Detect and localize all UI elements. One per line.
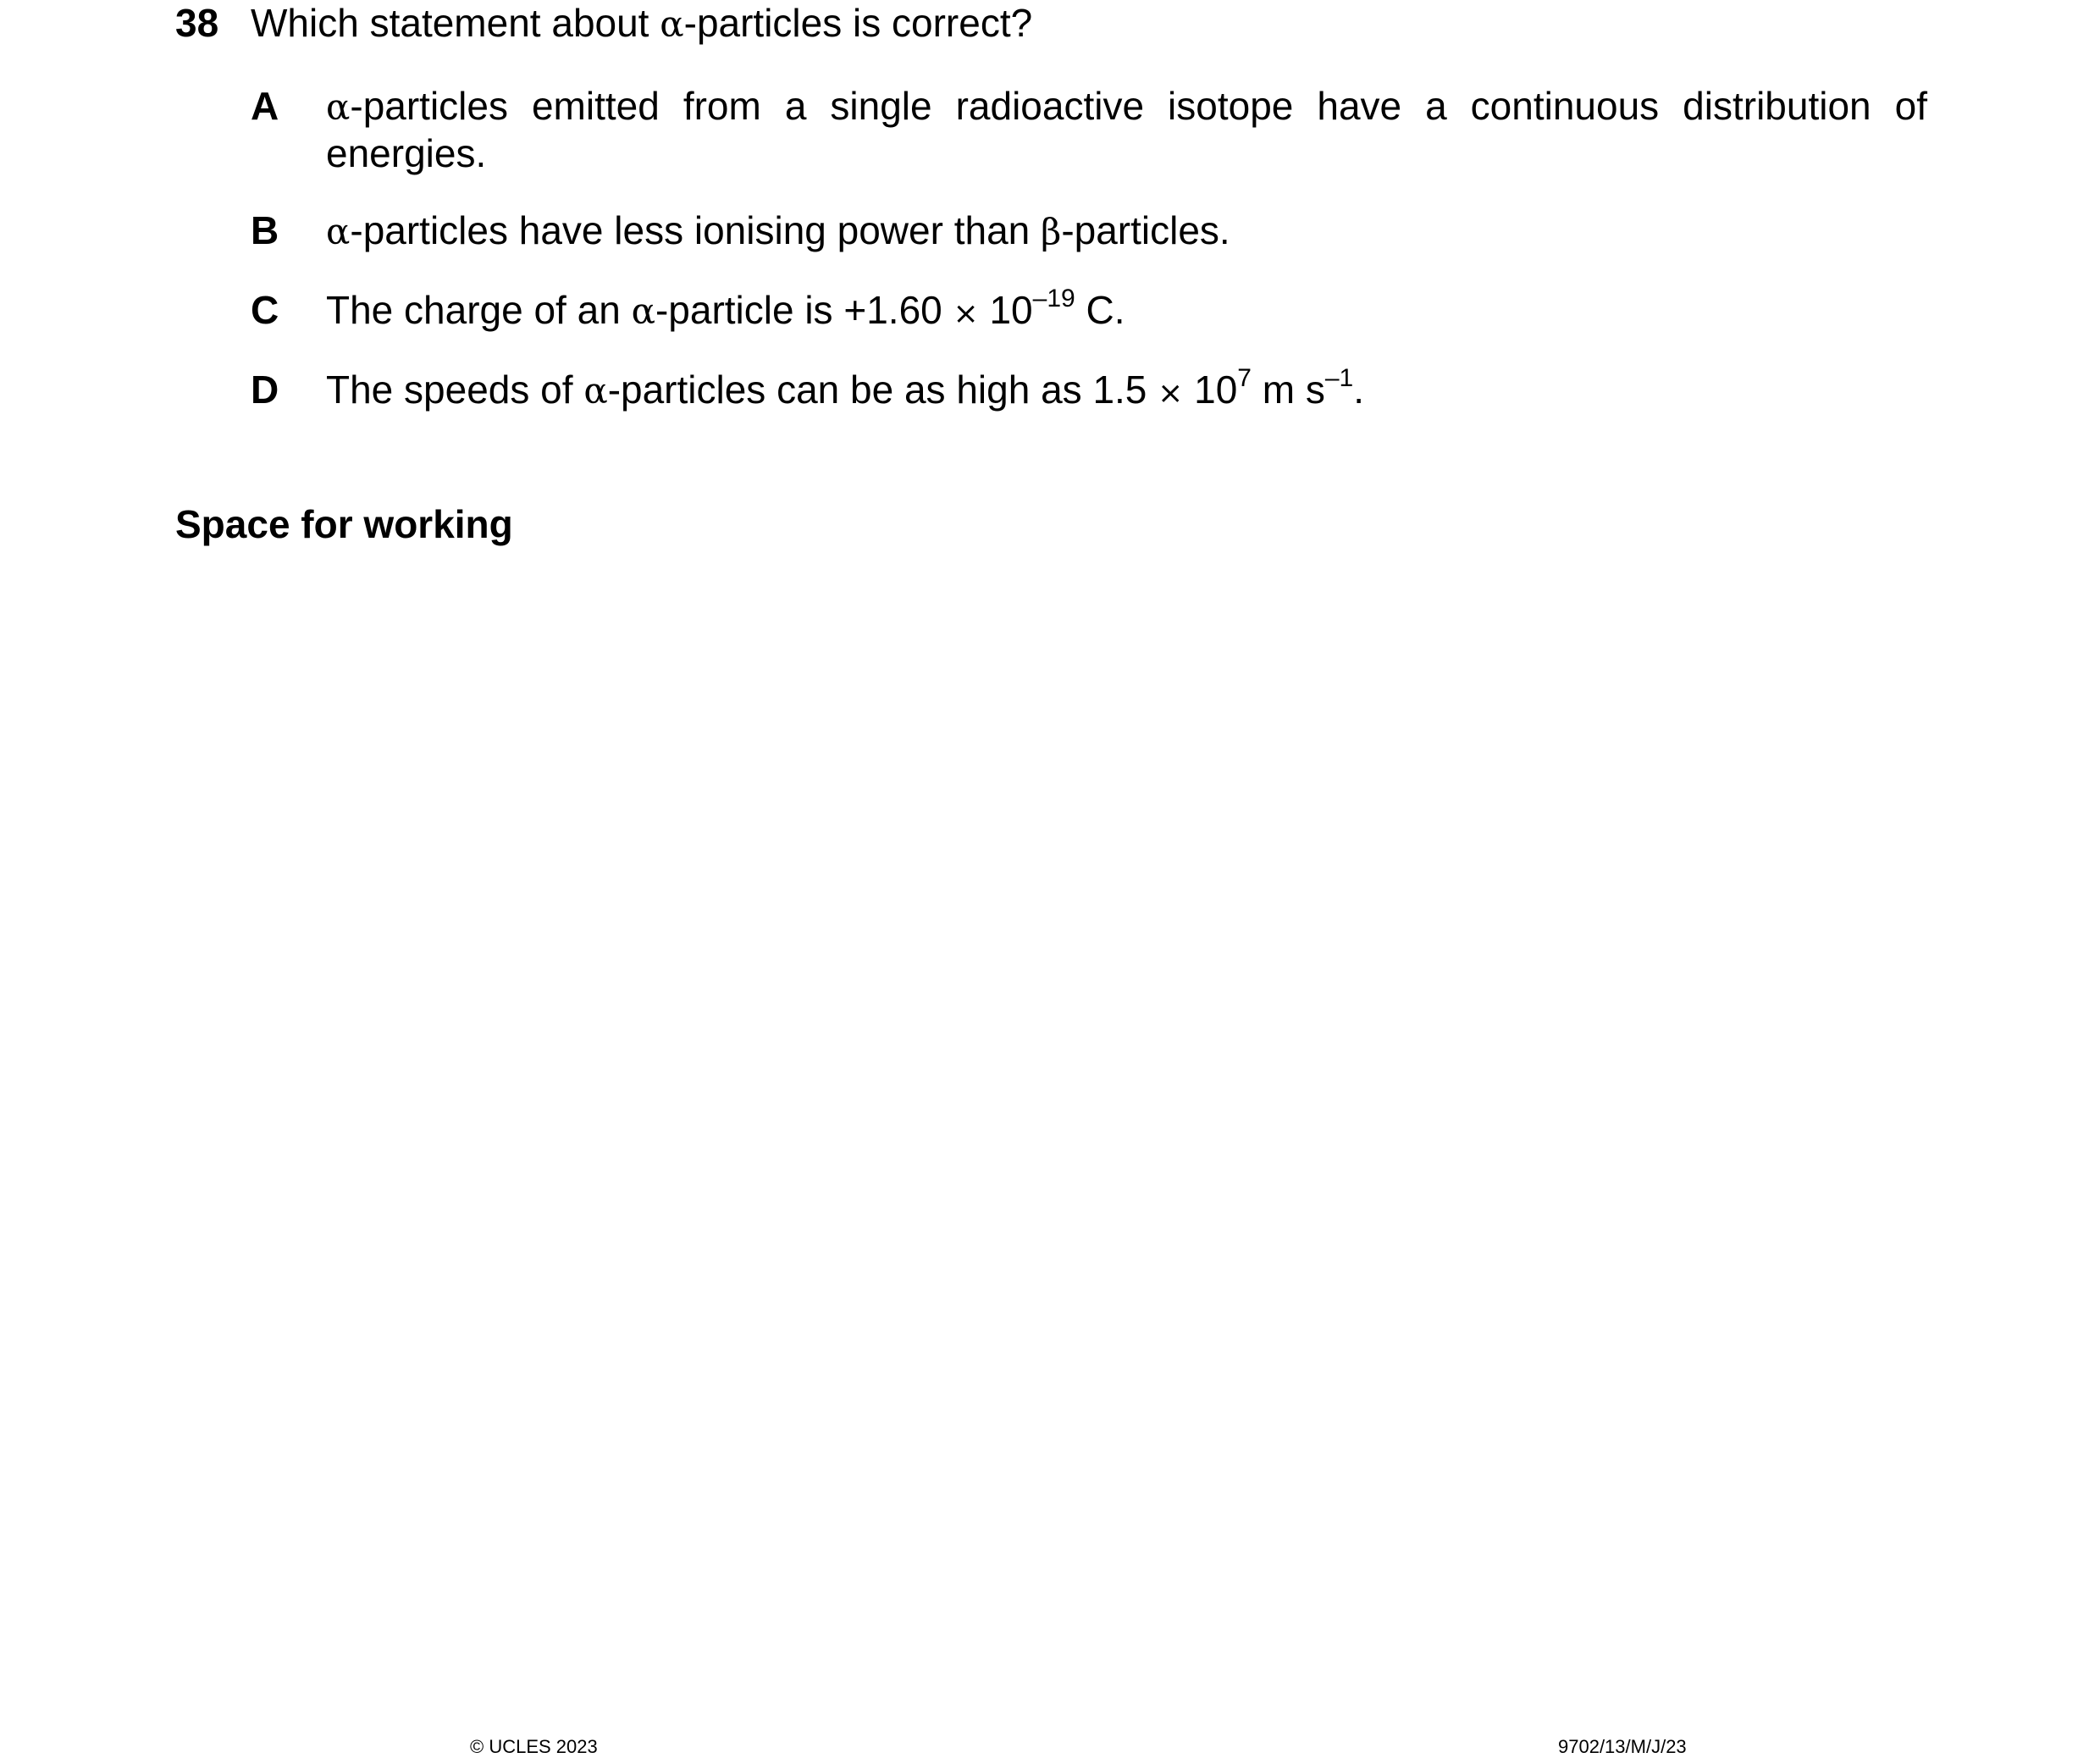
option-letter: B — [251, 208, 279, 252]
option-c-text-middle: -particle is +1.60 — [655, 288, 953, 332]
option-d-text-middle: -particles can be as high as 1.5 — [607, 368, 1158, 412]
option-b-text-middle: -particles have less ionising power than — [350, 208, 1042, 252]
sentence-end: . — [1353, 368, 1365, 412]
option-d-text-start: The speeds of — [326, 368, 584, 412]
alpha-symbol: α — [326, 211, 351, 252]
stem-text-start: Which statement about — [251, 1, 660, 45]
times-symbol: × — [1158, 376, 1184, 411]
option-text — [326, 207, 1927, 255]
alpha-symbol: α — [660, 3, 684, 45]
alpha-symbol: α — [583, 370, 608, 412]
charge-unit: C. — [1086, 288, 1125, 332]
unit-metre: m — [1262, 368, 1296, 412]
power-exponent: –19 — [1032, 285, 1075, 312]
question-number: 38 — [175, 1, 219, 45]
stem-text-end: -particles is correct? — [683, 1, 1033, 45]
option-c-text-start: The charge of an — [326, 288, 632, 332]
option-text — [326, 83, 1927, 176]
power-base: 10 — [1194, 368, 1238, 412]
power-exponent: 7 — [1237, 364, 1252, 392]
alpha-symbol: α — [326, 86, 351, 128]
working-space-heading: Space for working — [175, 502, 513, 546]
option-b-text-end: -particles. — [1061, 208, 1230, 252]
option-text — [326, 364, 1927, 417]
footer-left-code: © UCLES 2023 — [470, 1736, 598, 1757]
option-letter: C — [251, 288, 279, 332]
unit-exponent: –1 — [1324, 364, 1354, 392]
beta-symbol: β — [1041, 211, 1062, 252]
question-stem — [251, 0, 1032, 47]
option-letter: A — [251, 84, 279, 128]
power-base: 10 — [989, 288, 1033, 332]
unit-second: s — [1305, 368, 1325, 412]
footer-right-code: 9702/13/M/J/23 — [1558, 1736, 1687, 1757]
option-a-text: -particles emitted from a single radioactive isotope have a continuous distribution of energies. — [326, 84, 1927, 175]
option-letter: D — [251, 368, 279, 412]
times-symbol: × — [953, 296, 979, 331]
alpha-symbol: α — [631, 290, 655, 332]
option-text — [326, 287, 1927, 337]
